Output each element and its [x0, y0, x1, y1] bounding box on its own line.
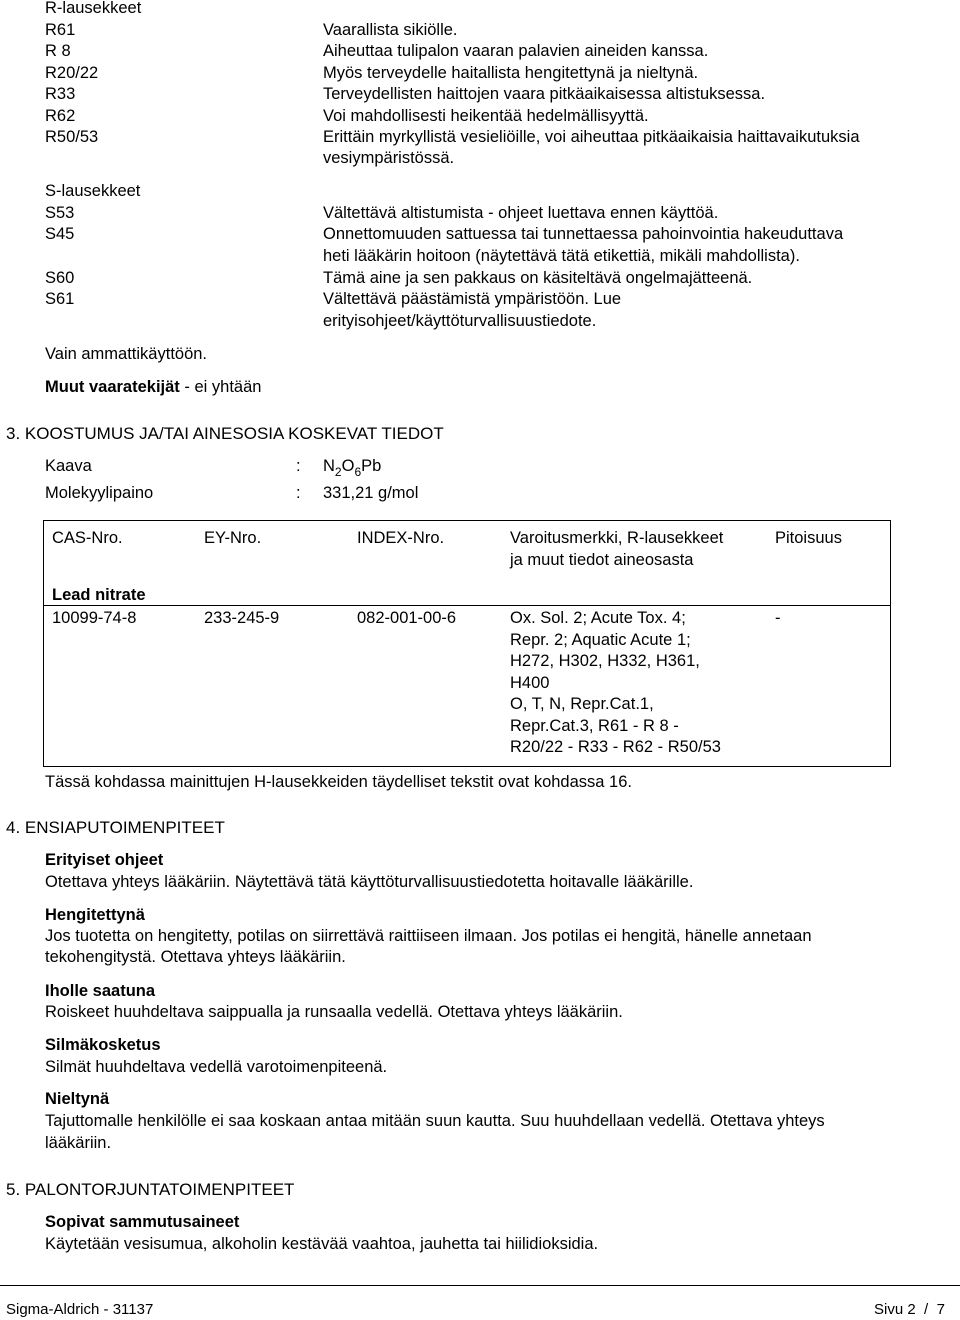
r-code: R61	[45, 21, 76, 39]
section-3-title: 3. KOOSTUMUS JA/TAI AINESOSIA KOSKEVAT TIEDOT	[6, 424, 444, 443]
special-instructions-text: Otettava yhteys lääkäriin. Näytettävä tätä käyttöturvallisuustiedotetta hoitavalle lääkärille.	[45, 873, 694, 891]
professional-use-note: Vain ammattikäyttöön.	[45, 345, 208, 363]
r-text: Myös terveydelle haitallista hengitettynä ja nieltynä.	[323, 64, 699, 82]
section-4-title: 4. ENSIAPUTOIMENPITEET	[6, 818, 225, 837]
s-code: S45	[45, 225, 75, 243]
header-classification-2: ja muut tiedot aineosasta	[510, 551, 694, 569]
ingestion-heading: Nieltynä	[45, 1090, 110, 1108]
r-code: R50/53	[45, 128, 99, 146]
cell-classification-line: O, T, N, Repr.Cat.1,	[510, 695, 654, 713]
weight-colon: :	[296, 484, 301, 502]
s-code: S60	[45, 269, 75, 287]
cell-concentration: -	[775, 609, 781, 627]
cell-ey: 233-245-9	[204, 609, 280, 627]
weight-value: 331,21 g/mol	[323, 484, 419, 502]
other-hazards-value: - ei yhtään	[179, 378, 262, 396]
cell-classification-line: Ox. Sol. 2; Acute Tox. 4;	[510, 609, 686, 627]
inhalation-text: Jos tuotetta on hengitetty, potilas on siirrettävä raittiiseen ilmaan. Jos potilas ei hengitä, hänelle annetaan	[45, 927, 812, 945]
eye-contact-text: Silmät huuhdeltava vedellä varotoimenpiteenä.	[45, 1058, 388, 1076]
formula-label: Kaava	[45, 457, 92, 475]
s-text: Tämä aine ja sen pakkaus on käsiteltävä ongelmajätteenä.	[323, 269, 753, 287]
footer-rule	[0, 1285, 960, 1286]
inhalation-heading: Hengitettynä	[45, 906, 145, 924]
other-hazards	[45, 377, 261, 398]
s-text-continued: heti lääkärin hoitoon (näytettävä tätä etikettiä, mikäli mahdollista).	[323, 247, 800, 265]
header-ey: EY-Nro.	[204, 529, 262, 547]
s-code: S53	[45, 204, 75, 222]
composition-table-frame	[43, 520, 891, 767]
formula-n: N	[323, 457, 335, 475]
skin-contact-heading: Iholle saatuna	[45, 982, 156, 1000]
cell-classification-line: H400	[510, 674, 550, 692]
r-code: R 8	[45, 42, 71, 60]
s-phrases-header: S-lausekkeet	[45, 182, 141, 200]
r-text: Vaarallista sikiölle.	[323, 21, 458, 39]
cell-classification-line: Repr. 2; Aquatic Acute 1;	[510, 631, 691, 649]
footer-product: Sigma-Aldrich - 31137	[6, 1301, 154, 1318]
footer-page-total: 7	[936, 1301, 945, 1318]
h-statement-note: Tässä kohdassa mainittujen H-lausekkeiden täydelliset tekstit ovat kohdassa 16.	[45, 773, 632, 791]
extinguishing-media-text: Käytetään vesisumua, alkoholin kestävää vaahtoa, jauhetta tai hiilidioksidia.	[45, 1235, 599, 1253]
cell-cas: 10099-74-8	[52, 609, 137, 627]
r-code: R20/22	[45, 64, 99, 82]
header-classification: Varoitusmerkki, R-lausekkeet	[510, 529, 724, 547]
r-code: R62	[45, 107, 76, 125]
formula-pb: Pb	[361, 457, 382, 475]
formula-colon: :	[296, 457, 301, 475]
formula-n-sub: 2	[334, 465, 342, 479]
header-concentration: Pitoisuus	[775, 529, 842, 547]
header-cas: CAS-Nro.	[52, 529, 123, 547]
special-instructions-heading: Erityiset ohjeet	[45, 851, 164, 869]
skin-contact-text: Roiskeet huuhdeltava saippualla ja runsaalla vedellä. Otettava yhteys lääkäriin.	[45, 1003, 623, 1021]
footer-page-sep: /	[924, 1301, 929, 1318]
r-text-continued: vesiympäristössä.	[323, 149, 455, 167]
s-text: Onnettomuuden sattuessa tai tunnettaessa pahoinvointia hakeuduttava	[323, 225, 844, 243]
substance-name: Lead nitrate	[52, 586, 146, 604]
formula-o: O	[341, 457, 355, 475]
r-phrases-header: R-lausekkeet	[45, 0, 142, 17]
header-index: INDEX-Nro.	[357, 529, 445, 547]
other-hazards-label: Muut vaaratekijät	[45, 378, 180, 396]
r-text: Voi mahdollisesti heikentää hedelmällisyyttä.	[323, 107, 649, 125]
section-5-title: 5. PALONTORJUNTATOIMENPITEET	[6, 1180, 295, 1199]
weight-label: Molekyylipaino	[45, 484, 154, 502]
formula-o-sub: 6	[354, 465, 362, 479]
r-text: Terveydellisten haittojen vaara pitkäaikaisessa altistuksessa.	[323, 85, 766, 103]
cell-classification-line: R20/22 - R33 - R62 - R50/53	[510, 738, 721, 756]
r-text: Erittäin myrkyllistä vesieliöille, voi aiheuttaa pitkäaikaisia haittavaikutuksia	[323, 128, 860, 146]
ingestion-text: lääkäriin.	[45, 1134, 112, 1152]
cell-index: 082-001-00-6	[357, 609, 457, 627]
s-text-continued: erityisohjeet/käyttöturvallisuustiedote.	[323, 312, 597, 330]
formula-value	[323, 456, 381, 477]
r-text: Aiheuttaa tulipalon vaaran palavien aineiden kanssa.	[323, 42, 709, 60]
eye-contact-heading: Silmäkosketus	[45, 1036, 161, 1054]
r-code: R33	[45, 85, 76, 103]
table-divider	[43, 605, 890, 606]
cell-classification-line: Repr.Cat.3, R61 - R 8 -	[510, 717, 679, 735]
footer-page-label: Sivu 2	[874, 1301, 916, 1318]
s-text: Vältettävä päästämistä ympäristöön. Lue	[323, 290, 622, 308]
inhalation-text: tekohengitystä. Otettava yhteys lääkäriin.	[45, 948, 346, 966]
cell-classification-line: H272, H302, H332, H361,	[510, 652, 700, 670]
extinguishing-media-heading: Sopivat sammutusaineet	[45, 1213, 240, 1231]
footer-page	[874, 1299, 945, 1320]
s-text: Vältettävä altistumista - ohjeet luettava ennen käyttöä.	[323, 204, 719, 222]
s-code: S61	[45, 290, 75, 308]
ingestion-text: Tajuttomalle henkilölle ei saa koskaan antaa mitään suun kautta. Suu huuhdellaan vedellä. Otettava yhteys	[45, 1112, 825, 1130]
